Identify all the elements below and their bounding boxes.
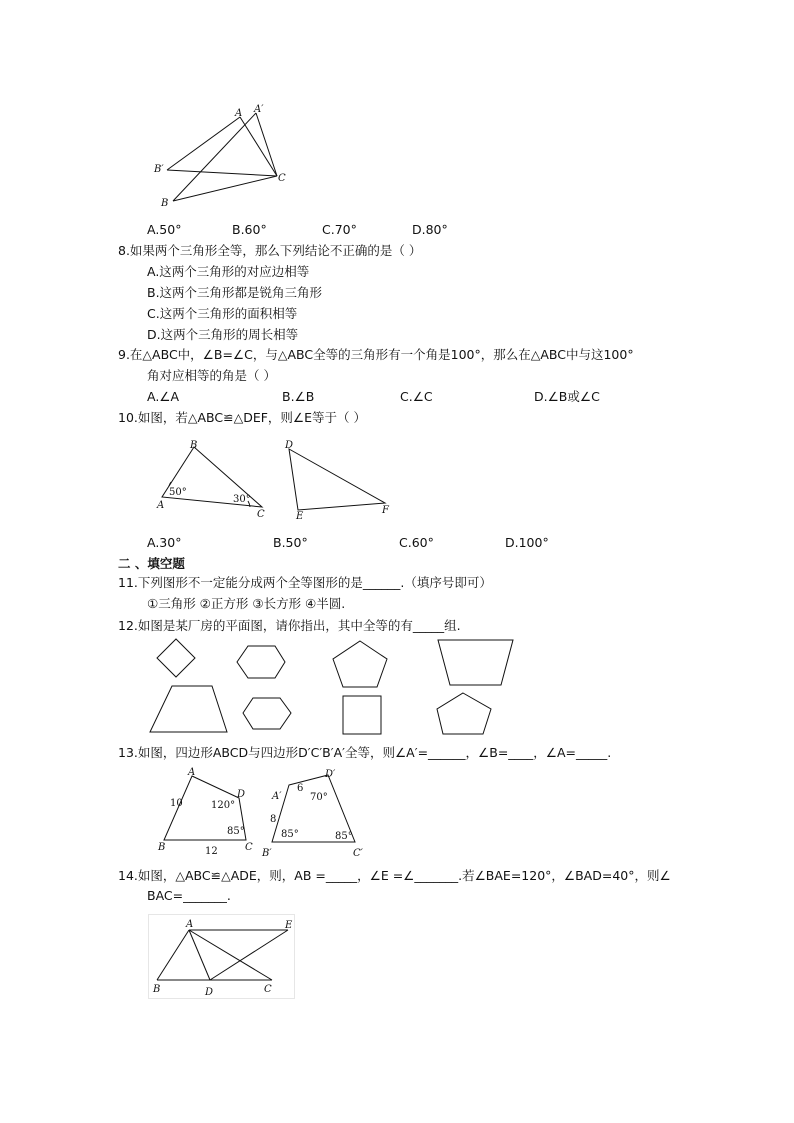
q10-option-b: B.50° xyxy=(273,535,308,550)
label-e: E xyxy=(285,920,293,931)
q13-stem: 13.如图，四边形ABCD与四边形D′C′B′A′全等，则∠A′=______，∠B=____，∠A=_____. xyxy=(118,745,612,760)
fig1-label-c: C xyxy=(245,842,253,853)
label-a-prime: A′ xyxy=(254,104,264,115)
pentagon-shape-1 xyxy=(333,641,387,687)
q12-stem: 12.如图是某厂房的平面图，请你指出，其中全等的有_____组. xyxy=(118,618,461,633)
label-c: C xyxy=(264,984,272,995)
q10-stem: 10.如图，若△ABC≌△DEF，则∠E等于（ ） xyxy=(118,410,367,425)
fig1-angle-d: 120° xyxy=(211,800,236,811)
q11-stem: 11.下列图形不一定能分成两个全等图形的是______.（填序号即可） xyxy=(118,575,492,590)
diamond-shape xyxy=(157,639,195,677)
q8-option-b: B.这两个三角形都是锐角三角形 xyxy=(147,285,323,300)
fig2-label-c: C′ xyxy=(353,848,363,859)
q10-option-a: A.30° xyxy=(147,535,182,550)
trapezoid-shape-1 xyxy=(438,640,513,685)
q7-option-a: A.50° xyxy=(147,222,182,237)
q11-choices: ①三角形 ②正方形 ③长方形 ④半圆. xyxy=(147,596,346,611)
fig1-angle-c: 85° xyxy=(227,826,245,837)
label-b: B xyxy=(190,440,198,451)
q7-figure xyxy=(150,100,295,212)
q9-option-c: C.∠C xyxy=(400,389,433,404)
q8-option-a: A.这两个三角形的对应边相等 xyxy=(147,264,310,279)
q14-stem-line1: 14.如图，△ABC≌△ADE，则，AB =_____，∠E =∠_______.若∠BAE=120°，∠BAD=40°，则∠ xyxy=(118,868,671,883)
fig2-side-8: 8 xyxy=(270,814,277,825)
label-b: B xyxy=(153,984,161,995)
q7-option-d: D.80° xyxy=(412,222,448,237)
label-a: A xyxy=(186,919,194,930)
q9-option-b: B.∠B xyxy=(282,389,315,404)
angle-c-value: 30° xyxy=(233,494,251,505)
label-f: F xyxy=(382,505,389,516)
fig1-side-12: 12 xyxy=(205,846,218,857)
q14-stem-line2: BAC=_______. xyxy=(147,888,231,903)
q9-option-a: A.∠A xyxy=(147,389,180,404)
q14-figure xyxy=(148,914,296,1000)
fig1-side-10: 10 xyxy=(170,798,183,809)
square-shape xyxy=(343,696,381,734)
pentagon-shape-2 xyxy=(437,693,491,734)
q9-option-d: D.∠B或∠C xyxy=(534,389,600,404)
q7-option-c: C.70° xyxy=(322,222,357,237)
q9-stem-line1: 9.在△ABC中，∠B=∠C，与△ABC全等的三角形有一个角是100°，那么在△ABC中与这100° xyxy=(118,347,634,362)
angle-a-value: 50° xyxy=(169,487,187,498)
label-d: D xyxy=(285,440,294,451)
fig1-label-d: D xyxy=(237,789,246,800)
q10-figure xyxy=(150,435,400,523)
label-a: A xyxy=(235,108,243,119)
hexagon-shape-1 xyxy=(237,646,285,678)
fig2-side-6: 6 xyxy=(297,783,304,794)
q13-figure xyxy=(155,764,375,862)
q7-option-b: B.60° xyxy=(232,222,267,237)
fig2-label-d: D′ xyxy=(325,769,336,780)
fig1-label-b: B xyxy=(158,842,166,853)
fig2-angle-d: 70° xyxy=(310,792,328,803)
fig2-label-a: A′ xyxy=(272,791,282,802)
section-title: 二 、填空题 xyxy=(118,556,185,571)
q10-option-c: C.60° xyxy=(399,535,434,550)
label-c: C xyxy=(257,509,265,520)
hexagon-shape-2 xyxy=(243,698,291,729)
fig2-angle-b: 85° xyxy=(281,829,299,840)
q9-stem-line2: 角对应相等的角是（ ） xyxy=(147,368,276,383)
label-b: B xyxy=(161,198,169,209)
q8-option-c: C.这两个三角形的面积相等 xyxy=(147,306,298,321)
label-d: D xyxy=(205,987,214,998)
q12-figure xyxy=(140,635,530,740)
label-e: E xyxy=(296,511,304,522)
q8-stem: 8.如果两个三角形全等，那么下列结论不正确的是（ ） xyxy=(118,243,422,258)
fig2-label-b: B′ xyxy=(262,848,272,859)
fig1-label-a: A xyxy=(188,767,196,778)
q8-option-d: D.这两个三角形的周长相等 xyxy=(147,327,299,342)
trapezoid-shape-2 xyxy=(150,686,227,732)
label-c: C xyxy=(278,173,286,184)
label-a: A xyxy=(157,500,165,511)
q10-option-d: D.100° xyxy=(505,535,549,550)
label-b-prime: B′ xyxy=(154,164,164,175)
fig2-angle-c: 85° xyxy=(335,831,353,842)
